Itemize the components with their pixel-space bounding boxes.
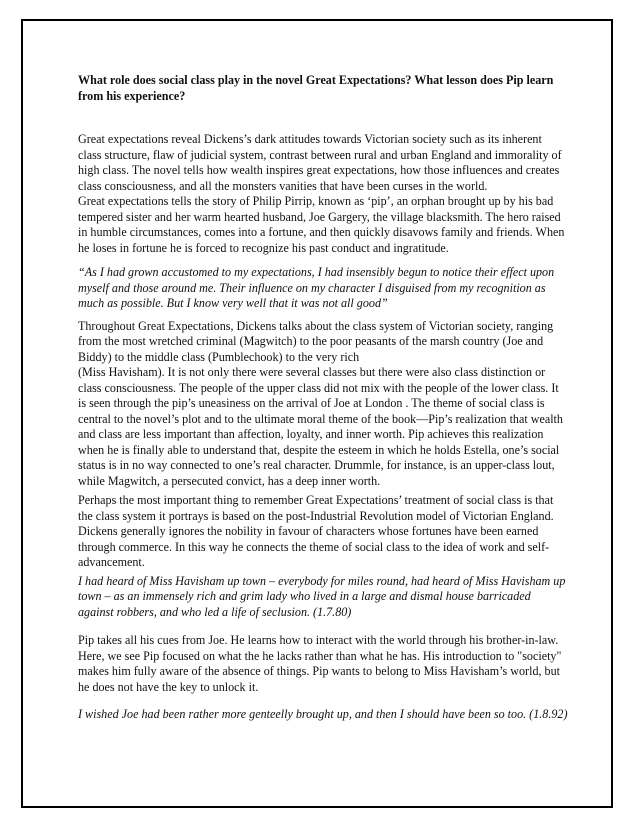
paragraph-industrial-model: Perhaps the most important thing to remember Great Expectations’ treatment of social class is that the class system it portrays is based on the post-Industrial Revolution model of Victorian England. Dickens generally ignores the nobility in favour of characters whose fortunes have been earned through commerce. In this way he connects the theme of social class to the idea of work and self-advancement. [78,493,554,569]
question-title: What role does social class play in the novel Great Expectations? What lesson does Pip learn from his experience? [78,73,554,103]
paragraph-pip-cues: Pip takes all his cues from Joe. He learns how to interact with the world through his brother-in-law. Here, we see Pip focused on what the he lacks rather than what he has. His introduction to "society" makes him fully aware of the absence of things. Pip wants to belong to Miss Havisham’s world, but he does not have the key to unlock it. [78,633,562,694]
paragraph-story: Great expectations tells the story of Philip Pirrip, known as ‘pip’, an orphan brought up by his bad tempered sister and her warm hearted husband, Joe Gargery, the village blacksmith. The hero raised in humble circumstances, comes into a fortune, and then quickly disavows family and friends. When he loses in fortune he is forced to recognize his past conduct and ingratitude. [78,194,565,255]
paragraph-class-distinction: (Miss Havisham). It is not only there were several classes but there were also class distinction or class consciousness. The people of the upper class did not mix with the people of the lower class. It is seen through the pip’s uneasiness on the arrival of Joe at London . The theme of social class is central to the novel’s plot and to the ultimate moral theme of the book—Pip’s realization that wealth and class are less important than affection, loyalty, and inner worth. Pip achieves this realization when he is finally able to understand that, despite the esteem in which he holds Estella, one’s social status is in no way connected to one’s real character. Drummle, for instance, is an upper-class lout, while Magwitch, a persecuted convict, has a deep inner worth. [78,365,563,488]
quote-miss-havisham: I had heard of Miss Havisham up town – everybody for miles round, had heard of Miss Havisham up town – as an immensely rich and grim lady who lived in a large and dismal house barricaded against robbers, and who led a life of seclusion. (1.7.80) [78,573,566,619]
quote-joe-genteelly: I wished Joe had been rather more genteelly brought up, and then I should have been so too. (1.8.92) [78,707,568,721]
paragraph-intro: Great expectations reveal Dickens’s dark attitudes towards Victorian society such as its inherent class structure, flaw of judicial system, contrast between rural and urban England and immorality of high class. The novel tells how wealth inspires great expectations, how those influences and creates class consciousness, and all the monsters vanities that have been curses in the world. [78,132,562,193]
document-body [78,73,568,723]
paragraph-class-system: Throughout Great Expectations, Dickens talks about the class system of Victorian society, ranging from the most wretched criminal (Magwitch) to the poor peasants of the marsh country (Joe and Biddy) to the middle class (Pumblechook) to the very rich [78,318,554,364]
quote-expectations: “As I had grown accustomed to my expectations, I had insensibly begun to notice their effect upon myself and those around me. Their influence on my character I disguised from my recognition as much as possible. But I know very well that it was not all good” [78,265,555,310]
